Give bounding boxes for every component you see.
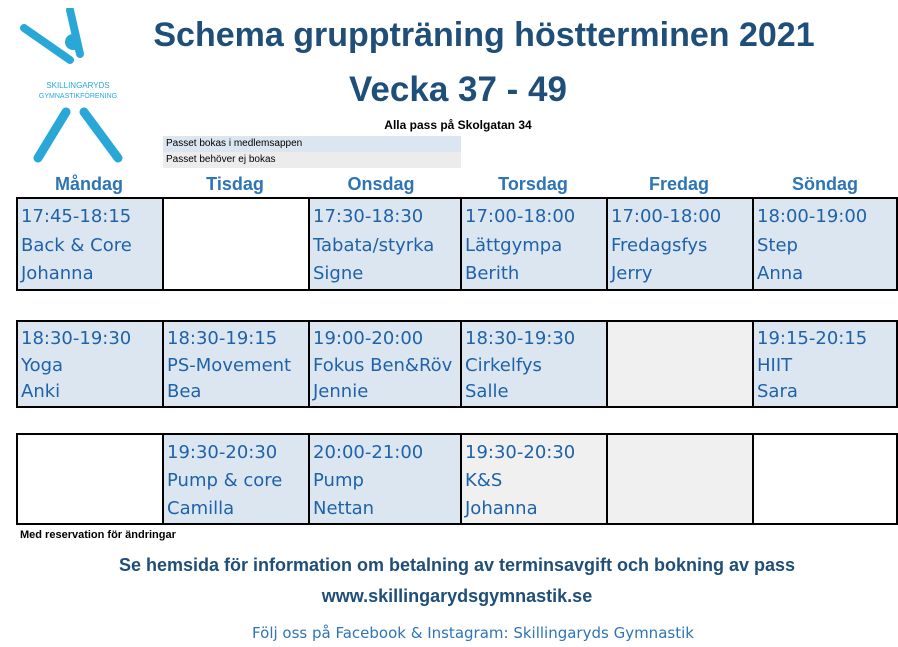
class-name: HIIT — [757, 354, 793, 376]
class-cell — [460, 322, 606, 406]
class-leader: Signe — [313, 263, 364, 285]
page-title: Schema gruppträning höstterminen 2021 — [153, 16, 815, 54]
class-name: Pump & core — [167, 470, 283, 491]
class-name: Tabata/styrka — [313, 234, 435, 256]
class-name: K&S — [465, 470, 503, 491]
class-leader: Berith — [465, 263, 520, 285]
class-cell — [460, 199, 606, 289]
class-name: Cirkelfys — [465, 354, 542, 376]
class-time: 18:30-19:15 — [167, 328, 278, 349]
class-time: 18:30-19:30 — [21, 328, 132, 349]
location-text: Alla pass på Skolgatan 34 — [384, 118, 532, 132]
class-leader: Anna — [757, 263, 804, 285]
class-leader: Jennie — [313, 381, 369, 403]
reservation-note: Med reservation för ändringar — [20, 529, 176, 541]
class-name: Fokus Ben&Röv — [313, 354, 453, 376]
class-leader: Salle — [465, 381, 509, 403]
class-name: Step — [757, 234, 798, 256]
class-leader: Camilla — [167, 498, 235, 519]
class-cell — [606, 322, 752, 406]
class-cell — [752, 435, 898, 523]
class-time: 19:00-20:00 — [313, 328, 424, 349]
class-time: 20:00-21:00 — [313, 442, 424, 463]
day-tuesday: Tisdag — [206, 174, 264, 194]
class-cell — [162, 435, 308, 523]
weekday-header — [16, 174, 898, 196]
class-time: 17:30-18:30 — [313, 206, 424, 227]
class-cell — [308, 435, 460, 523]
schedule-row — [16, 320, 898, 408]
day-thursday: Torsdag — [498, 174, 568, 194]
class-leader: Jerry — [611, 263, 653, 285]
class-name: Pump — [313, 470, 364, 491]
class-name: Back & Core — [21, 234, 132, 256]
week-range: Vecka 37 - 49 — [349, 70, 567, 109]
social-media-text: Följ oss på Facebook & Instagram: Skillingaryds Gymnastik — [252, 624, 694, 642]
class-time: 19:15-20:15 — [757, 328, 868, 349]
class-cell — [308, 322, 460, 406]
class-cell — [460, 435, 606, 523]
schedule-row — [16, 433, 898, 525]
class-cell — [16, 435, 162, 523]
class-name: Lättgympa — [465, 234, 563, 256]
day-wednesday: Onsdag — [347, 174, 415, 194]
day-sunday: Söndag — [792, 174, 858, 194]
class-cell — [752, 199, 898, 289]
class-time: 17:45-18:15 — [21, 206, 132, 227]
class-name: Fredagsfys — [611, 234, 708, 256]
class-leader: Johanna — [465, 498, 538, 519]
class-time: 17:00-18:00 — [611, 206, 722, 227]
class-cell — [606, 435, 752, 523]
schedule-row — [16, 197, 898, 291]
class-cell — [162, 199, 308, 289]
class-cell — [308, 199, 460, 289]
legend-unbooked: Passet behöver ej bokas — [163, 152, 461, 168]
day-friday: Fredag — [648, 174, 709, 194]
class-time: 18:00-19:00 — [757, 206, 868, 227]
day-monday: Måndag — [54, 174, 123, 194]
logo-text-line2: GYMNASTIKFÖRENING — [38, 93, 118, 100]
class-time: 18:30-19:30 — [465, 328, 576, 349]
info-text: Se hemsida för information om betalning av terminsavgift och bokning av pass — [118, 555, 796, 575]
class-name: PS-Movement — [167, 354, 292, 376]
legend-booked: Passet bokas i medlemsappen — [163, 136, 461, 152]
class-cell — [606, 199, 752, 289]
class-cell — [752, 322, 898, 406]
class-time: 17:00-18:00 — [465, 206, 576, 227]
logo-text-line1: SKILLINGARYDS — [46, 81, 110, 90]
class-leader: Sara — [757, 381, 798, 403]
class-leader: Bea — [167, 381, 202, 403]
class-leader: Anki — [21, 381, 61, 403]
class-time: 19:30-20:30 — [167, 442, 278, 463]
class-time: 19:30-20:30 — [465, 442, 576, 463]
class-name: Yoga — [21, 354, 64, 376]
class-leader: Nettan — [313, 498, 375, 519]
class-cell — [16, 322, 162, 406]
website-link[interactable]: www.skillingarydsgymnastik.se — [321, 586, 593, 606]
class-leader: Johanna — [21, 263, 94, 285]
class-cell — [16, 199, 162, 289]
legend — [163, 136, 461, 168]
class-cell — [162, 322, 308, 406]
